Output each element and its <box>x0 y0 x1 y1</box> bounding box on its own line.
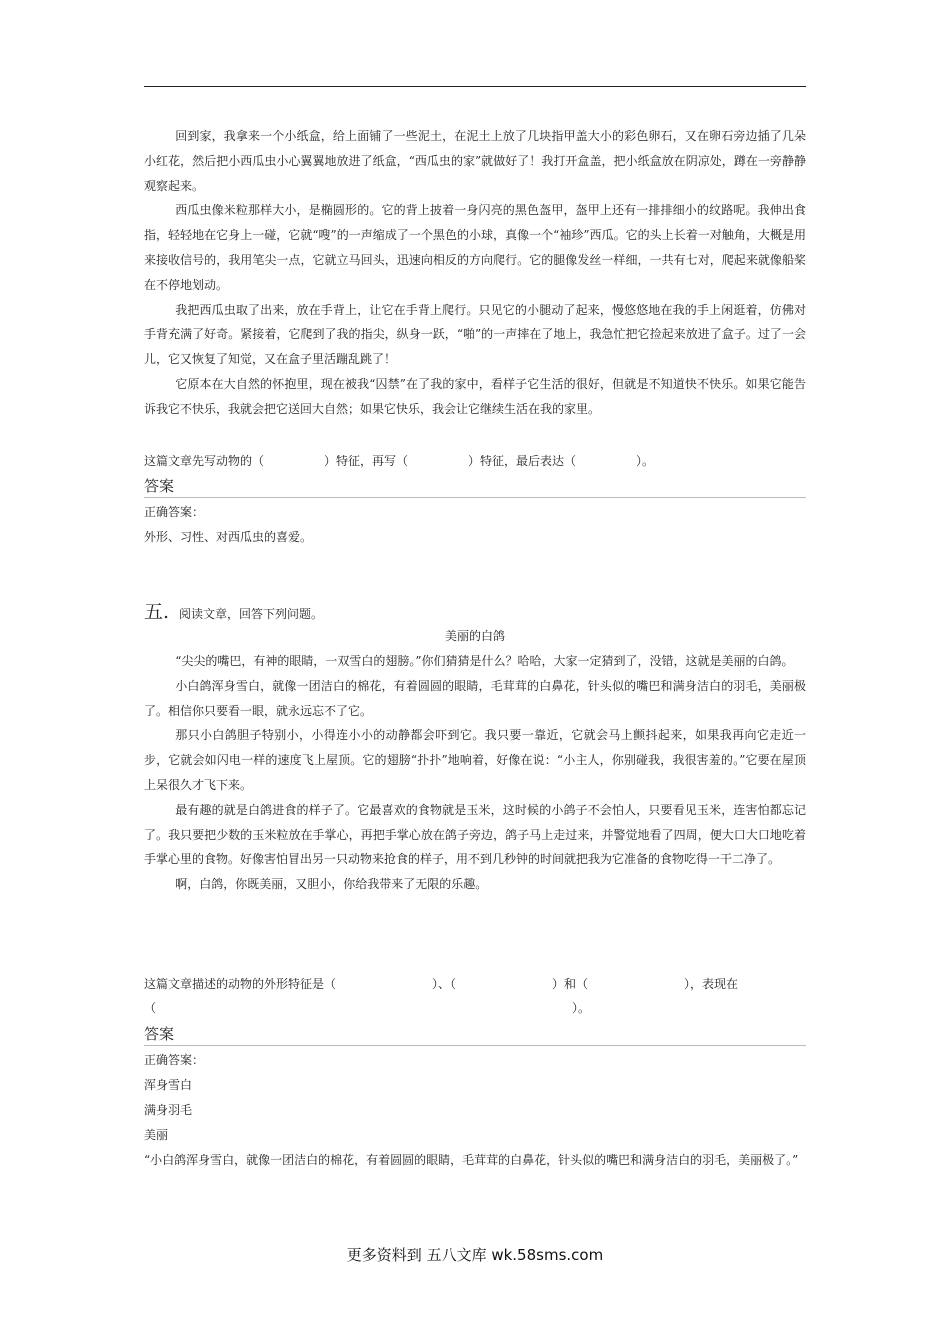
paragraph: 它原本在大自然的怀抱里，现在被我“囚禁”在了我的家中，看样子它生活的很好，但就是不知道快不快乐。如果它能告诉我它不快乐，我就会把它送回大自然；如果它快乐，我会让它继续生活在我的家里。 <box>144 376 806 416</box>
paragraph: 啊，白鸽，你既美丽，又胆小，你给我带来了无限的乐趣。 <box>175 877 488 892</box>
answer-label: 正确答案： <box>144 505 205 519</box>
paragraph: 小白鸽浑身雪白，就像一团洁白的棉花，有着圆圆的眼睛，毛茸茸的白鼻花，针头似的嘴巴和满身洁白的羽毛，美丽极了。相信你只要看一眼，就永远忘不了它。 <box>144 678 806 718</box>
question-1: 这篇文章先写动物的（ ）特征，再写（ ）特征，最后表达（ ）。 <box>144 454 655 468</box>
paragraph: 西瓜虫像米粒那样大小，是椭圆形的。它的背上披着一身闪亮的黑色盔甲，盔甲上还有一排排细小的纹路呢。我伸出食指，轻轻地在它身上一碰，它就“嗖”的一声缩成了一个黑色的小球，真像一个“袖珍”西瓜。它的头上长着一对触角，大概是用来接收信号的，我用笔尖一点，它就立马回头，迅速向相反的方向爬行。它的腿像发丝一样细，一共有七对，爬起来就像船桨在不停地划动。 <box>144 203 806 292</box>
footer-link[interactable]: 更多资料到 五八文库 wk.58sms.com <box>346 1246 604 1264</box>
paragraph: “尖尖的嘴巴，有神的眼睛，一双雪白的翅膀。”你们猜猜是什么？哈哈，大家一定猜到了，没错，这就是美丽的白鸽。 <box>175 654 794 668</box>
header-rule <box>144 86 806 87</box>
answer-label: 正确答案： <box>144 1053 205 1067</box>
answer-heading: 答案 <box>144 1024 806 1046</box>
paragraph: 我把西瓜虫取了出来，放在手背上，让它在手背上爬行。只见它的小腿动了起来，慢悠悠地在我的手上闲逛着，仿佛对手背充满了好奇。紧接着，它爬到了我的指尖，纵身一跃，“啪”的一声摔在了地上，我急忙把它捡起来放进了盒子。过了一会儿，它又恢复了知觉，又在盒子里活蹦乱跳了！ <box>144 302 806 367</box>
paragraph: 那只小白鸽胆子特别小，小得连小小的动静都会吓到它。我只要一靠近，它就会马上颤抖起来，如果我再向它走近一步，它就会如闪电一样的速度飞上屋顶。它的翅膀“扑扑”地响着，好像在说：“小主人，你别碰我，我很害羞的。”它要在屋顶上呆很久才飞下来。 <box>144 728 806 792</box>
paragraph: 最有趣的就是白鸽进食的样子了。它最喜欢的食物就是玉米，这时候的小鸽子不会怕人，只要看见玉米，连害怕都忘记了。我只要把少数的玉米粒放在手掌心，再把手掌心放在鸽子旁边，鸽子马上走过来，并警觉地看了四周，便大口大口地吃着手掌心里的食物。好像害怕冒出另一只动物来抢食的样子，用不到几秒钟的时间就把我为它准备的食物吃得一干二净了。 <box>144 802 806 867</box>
answer-item: 浑身雪白 <box>144 1078 193 1092</box>
answer-item: 美丽 <box>144 1128 169 1142</box>
answer-text: 外形、习性、对西瓜虫的喜爱。 <box>144 530 313 544</box>
answer-item: 满身羽毛 <box>144 1103 193 1117</box>
answer-quote: “小白鸽浑身雪白，就像一团洁白的棉花，有着圆圆的眼睛，毛茸茸的白鼻花，针头似的嘴巴和满身洁白的羽毛，美丽极了。” <box>144 1153 799 1167</box>
section-number: 五. <box>144 601 170 623</box>
section-instruction: 阅读文章，回答下列问题。 <box>179 607 324 621</box>
passage-2 <box>144 649 806 897</box>
section-heading <box>144 600 323 626</box>
question-2: 这篇文章描述的动物的外形特征是（ ）、（ ）和（ ），表现在 （ ）。 <box>144 977 739 1015</box>
article-title: 美丽的白鸽 <box>444 629 505 643</box>
passage-1 <box>144 124 806 422</box>
answer-heading: 答案 <box>144 476 806 498</box>
paragraph: 回到家，我拿来一个小纸盒，给上面铺了一些泥土，在泥土上放了几块指甲盖大小的彩色卵石，又在卵石旁边插了几朵小红花，然后把小西瓜虫小心翼翼地放进了纸盒，“西瓜虫的家”就做好了！我打开盒盖，把小纸盒放在阴凉处，蹲在一旁静静观察起来。 <box>144 129 806 193</box>
